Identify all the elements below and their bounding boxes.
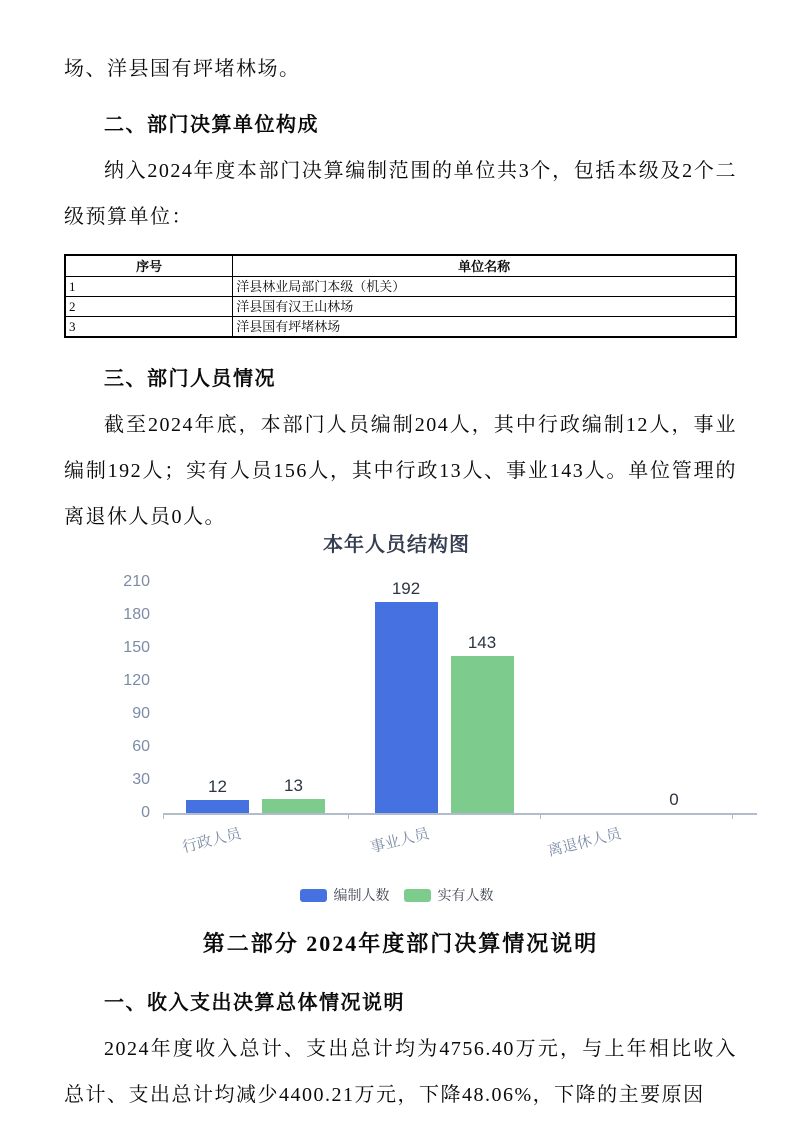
section2-paragraph: 纳入2024年度本部门决算编制范围的单位共3个，包括本级及2个二级预算单位： — [64, 160, 737, 228]
chart-legend — [0, 885, 793, 905]
intro-line: 场、洋县国有坪堵林场。 — [64, 58, 301, 80]
legend-item-编制人数 — [300, 885, 390, 905]
x-axis-tick — [732, 813, 733, 819]
bar-编制人数-事业人员 — [375, 602, 438, 813]
x-axis-category-label: 离退休人员 — [546, 825, 623, 860]
unit-name: 洋县国有汉王山林场 — [233, 297, 736, 317]
bar-编制人数-行政人员 — [186, 800, 249, 813]
document-page-lower — [0, 926, 793, 1118]
chart-title: 本年人员结构图 — [323, 534, 470, 556]
part2-section1-heading: 一、收入支出决算总体情况说明 — [104, 992, 405, 1014]
unit-no: 1 — [65, 277, 233, 297]
personnel-structure-chart — [0, 524, 793, 912]
y-axis-tick-label: 150 — [123, 639, 150, 656]
x-axis-tick — [348, 813, 349, 819]
legend-label: 实有人数 — [437, 887, 494, 903]
unit-name: 洋县林业局部门本级（机关） — [233, 277, 736, 297]
unit-name: 洋县国有坪堵林场 — [233, 317, 736, 338]
unit-no: 3 — [65, 317, 233, 338]
bar-实有人数-事业人员 — [451, 656, 514, 813]
part2-section1-paragraph: 2024年度收入总计、支出总计均为4756.40万元，与上年相比收入总计、支出总计均减少4400.21万元，下降48.06%，下降的主要原因 — [64, 1038, 737, 1106]
y-axis-tick-label: 210 — [123, 573, 150, 590]
table-row — [65, 297, 736, 317]
y-axis-tick-label: 0 — [141, 804, 150, 821]
y-axis-tick-label: 60 — [132, 738, 150, 755]
units-table — [64, 254, 737, 338]
document-page — [0, 0, 793, 540]
table-row — [65, 277, 736, 297]
table-row — [65, 317, 736, 338]
legend-swatch — [300, 889, 327, 902]
y-axis-tick-label: 90 — [132, 705, 150, 722]
part2-title: 第二部分 2024年度部门决算情况说明 — [202, 931, 599, 956]
section2-heading: 二、部门决算单位构成 — [104, 114, 319, 136]
bar-实有人数-行政人员 — [262, 799, 325, 813]
y-axis-tick-label: 30 — [132, 771, 150, 788]
legend-swatch — [404, 889, 431, 902]
units-table-header-name: 单位名称 — [233, 255, 736, 277]
units-table-header-no: 序号 — [65, 255, 233, 277]
bar-value-label: 12 — [208, 777, 227, 796]
bar-value-label: 143 — [467, 633, 497, 652]
section3-paragraph: 截至2024年底，本部门人员编制204人，其中行政编制12人，事业编制192人；实有人员156人，其中行政13人、事业143人。单位管理的离退休人员0人。 — [64, 414, 737, 528]
unit-no: 2 — [65, 297, 233, 317]
y-axis-tick-label: 180 — [123, 606, 150, 623]
units-table-header-row — [65, 255, 736, 277]
x-axis-tick — [540, 813, 541, 819]
section3-heading: 三、部门人员情况 — [104, 368, 276, 390]
bar-value-label: 13 — [284, 776, 303, 795]
legend-label: 编制人数 — [333, 887, 390, 903]
x-axis-category-label: 事业人员 — [368, 825, 431, 857]
bar-value-label: 0 — [669, 790, 679, 809]
bar-value-label: 192 — [391, 579, 421, 598]
y-axis-tick-label: 120 — [123, 672, 150, 689]
x-axis-category-label: 行政人员 — [180, 825, 243, 857]
legend-item-实有人数 — [404, 885, 494, 905]
chart-plot-area — [123, 573, 757, 860]
x-axis-tick — [163, 813, 164, 819]
